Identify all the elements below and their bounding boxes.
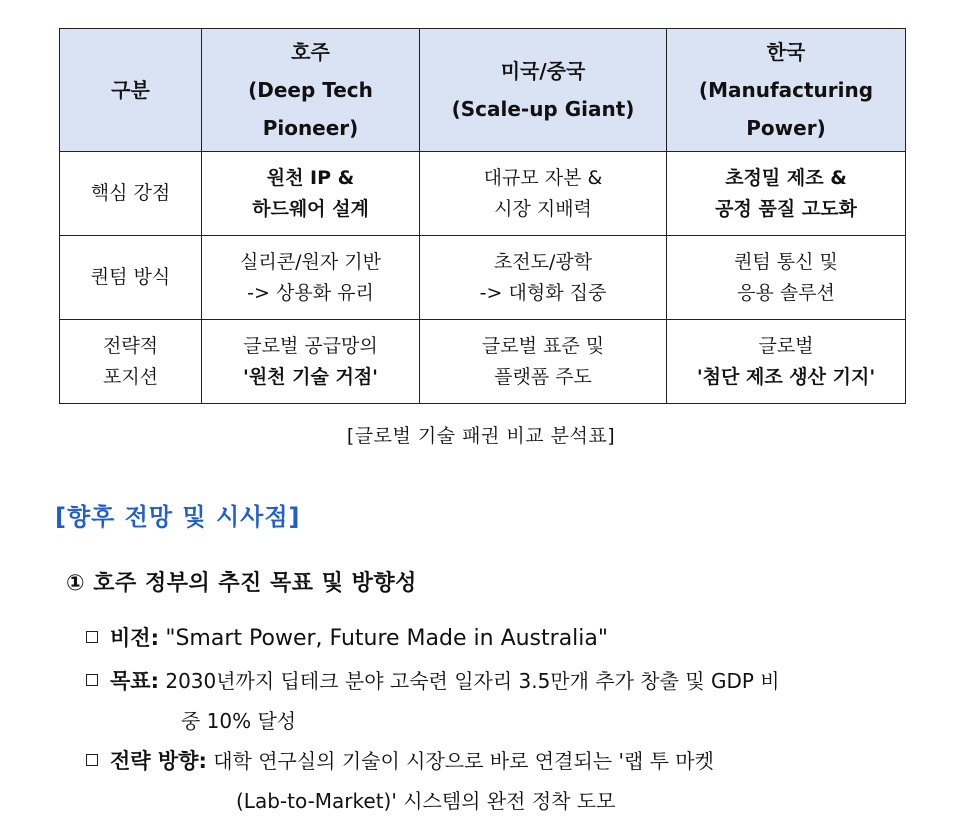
row-label-line: 전략적 [102, 334, 159, 357]
row-label-line: 퀀텀 방식 [90, 266, 171, 288]
cell-line: 퀀텀 통신 및 [734, 250, 838, 273]
cell-line: 글로벌 공급망의 [243, 334, 378, 357]
cell-line: 대규모 자본 & [483, 166, 603, 189]
bullet-value: "Smart Power, Future Made in Australia" [165, 626, 608, 651]
header-us-china-line-2: (Scale-up Giant) [451, 97, 635, 121]
cell-line: -> 상용화 유리 [247, 281, 374, 304]
square-bullet-icon [86, 754, 98, 766]
cell-line: 글로벌 표준 및 [481, 334, 605, 357]
cell-australia-quantum-method [202, 236, 420, 320]
section-heading: [향후 전망 및 시사점] [55, 503, 301, 531]
cell-line: 원천 IP & [266, 166, 355, 189]
row-label-quantum-method [60, 236, 202, 320]
table-caption: [글로벌 기술 패권 비교 분석표] [346, 425, 616, 447]
header-us-china [420, 29, 667, 152]
bullet-key: 비전: [110, 626, 159, 650]
bullet-goal [86, 661, 780, 741]
row-label-core-strength [60, 152, 202, 236]
row-label-line: 포지션 [102, 365, 159, 388]
cell-line: 공정 품질 고도화 [715, 197, 857, 220]
header-korea-line-3: Power) [746, 116, 826, 140]
cell-line: 글로벌 [758, 334, 814, 357]
cell-line: 플랫폼 주도 [494, 365, 592, 388]
cell-us-china-quantum-method [420, 236, 667, 320]
square-bullet-icon [86, 674, 98, 686]
bullet-continuation: (Lab-to-Market)' 시스템의 완전 정착 도모 [236, 789, 616, 813]
cell-korea-quantum-method [667, 236, 906, 320]
cell-line: 시장 지배력 [494, 197, 592, 220]
cell-australia-core-strength [202, 152, 420, 236]
subheading: ① 호주 정부의 추진 목표 및 방향성 [66, 571, 417, 596]
bullet-value: 2030년까지 딥테크 분야 고숙련 일자리 3.5만개 추가 창출 및 GDP 비 [165, 669, 780, 693]
cell-korea-core-strength [667, 152, 906, 236]
cell-line: 초정밀 제조 & [725, 166, 847, 189]
cell-line: 초전도/광학 [493, 250, 593, 273]
header-korea-line-2: (Manufacturing [698, 78, 874, 102]
cell-line-emphasis: '원천 기술 거점' [243, 365, 378, 388]
header-australia-line-2: (Deep Tech [248, 78, 373, 102]
square-bullet-icon [86, 631, 98, 643]
table-row [60, 320, 906, 404]
bullet-continuation: 중 10% 달성 [181, 709, 297, 733]
cell-line-emphasis: '첨단 제조 생산 기지' [696, 365, 876, 388]
header-category-line: 구분 [111, 78, 150, 102]
header-australia-line-1: 호주 [291, 40, 330, 64]
header-australia-line-3: Pioneer) [262, 116, 359, 140]
table-row [60, 236, 906, 320]
bullet-vision [86, 618, 608, 659]
row-label-line: 핵심 강점 [90, 182, 171, 204]
cell-line: 응용 솔루션 [737, 281, 835, 304]
tech-comparison-table [59, 28, 906, 404]
cell-us-china-core-strength [420, 152, 667, 236]
bullet-strategy [86, 741, 714, 821]
cell-korea-strategic-position [667, 320, 906, 404]
row-label-strategic-position [60, 320, 202, 404]
table-header-row [60, 29, 906, 152]
header-korea-line-1: 한국 [766, 40, 806, 64]
header-korea [667, 29, 906, 152]
cell-line: 하드웨어 설계 [252, 197, 369, 220]
cell-australia-strategic-position [202, 320, 420, 404]
bullet-key: 전략 방향: [110, 749, 207, 773]
header-us-china-line-1: 미국/중국 [500, 59, 586, 83]
cell-us-china-strategic-position [420, 320, 667, 404]
bullet-key: 목표: [110, 669, 159, 693]
header-category [60, 29, 202, 152]
cell-line: -> 대형화 집중 [479, 281, 607, 304]
header-australia [202, 29, 420, 152]
cell-line: 실리콘/원자 기반 [240, 250, 381, 273]
table-row [60, 152, 906, 236]
bullet-value: 대학 연구실의 기술이 시장으로 바로 연결되는 '랩 투 마켓 [213, 749, 714, 773]
